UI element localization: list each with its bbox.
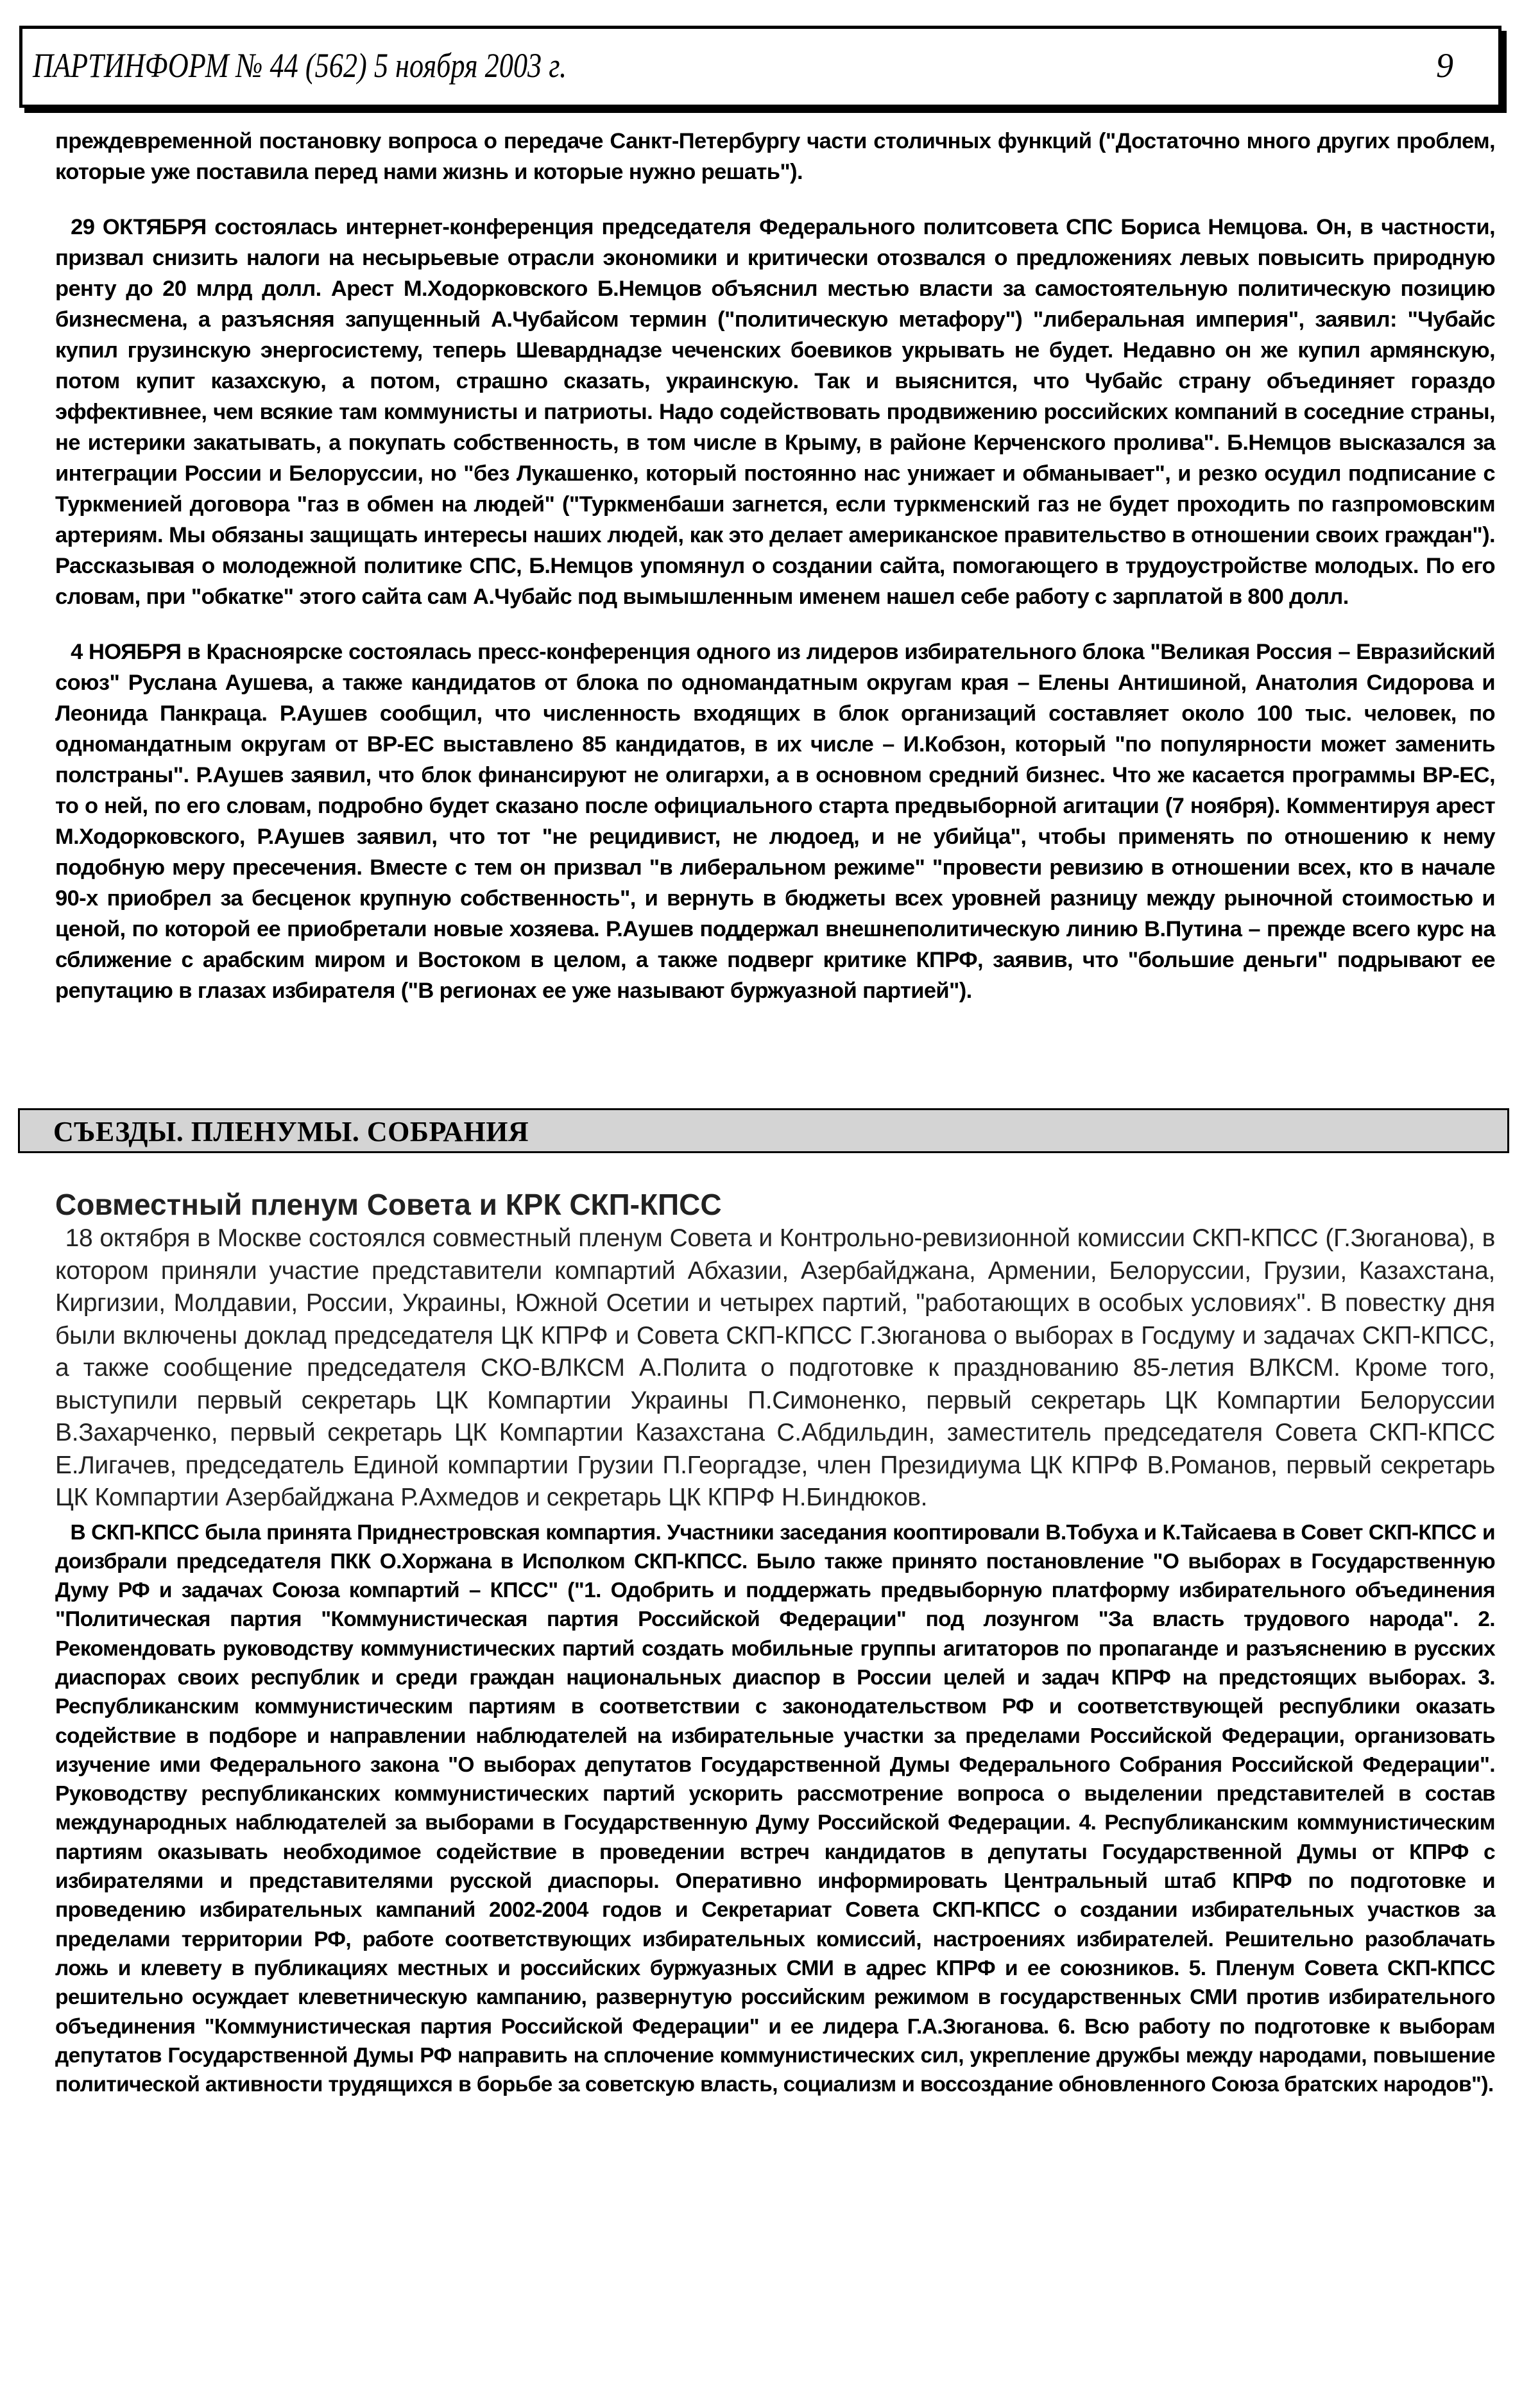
article-body xyxy=(55,1222,1495,2099)
section-heading: СЪЕЗДЫ. ПЛЕНУМЫ. СОБРАНИЯ xyxy=(53,1116,529,1147)
news-column xyxy=(55,126,1495,1006)
article-intro: 18 октября в Москве состоялся совместный пленум Совета и Контрольно-ревизионной комиссии СКП-КПСС (Г.Зюганова), в котором приняли участие представители компартий Абхазии, Азербайджана, Армении, Белоруссии, Грузии, Казахстана, Киргизии, Молдавии, России, Украины, Южной Осетии и четырех партий, "работающих в особых условиях". В повестку дня были включены доклад председателя ЦК КПРФ и Совета СКП-КПСС Г.Зюганова о выборах в Госдуму и задачах СКП-КПСС, а также сообщение председателя СКО-ВЛКСМ А.Полита о подготовке к празднованию 85-летия ВЛКСМ. Кроме того, выступили первый секретарь ЦК Компартии Украины П.Симоненко, первый секретарь ЦК Компартии Белоруссии В.Захарченко, первый секретарь ЦК Компартии Казахстана С.Абдильдин, заместитель председателя Совета СКП-КПСС Е.Лигачев, председатель Единой компартии Грузии П.Георгадзе, член Президиума ЦК КПРФ В.Романов, первый секретарь ЦК Компартии Азербайджана Р.Ахмедов и секретарь ЦК КПРФ Н.Биндюков. xyxy=(55,1224,1495,1511)
page-header xyxy=(19,26,1502,108)
news-paragraph-nov4: 4 НОЯБРЯ в Красноярске состоялась пресс-конференция одного из лидеров избирательного блока "Великая Россия – Евразийский союз" Руслана Аушева, а также кандидатов от блока по одномандатным округам края – Елены Антишиной, Анатолия Сидорова и Леонида Панкраца. Р.Аушев сообщил, что численность входящих в блок организаций составляет около 100 тыс. человек, по одномандатным округам от ВР-ЕС выставлено 85 кандидатов, в их числе – И.Кобзон, который "по популярности может заменить полстраны". Р.Аушев заявил, что блок финансируют не олигархи, а в основном средний бизнес. Что же касается программы ВР-ЕС, то о ней, по его словам, подробно будет сказано после официального старта предвыборной агитации (7 ноября). Комментируя арест М.Ходорковского, Р.Аушев заявил, что тот "не рецидивист, не людоед, и не убийца", чтобы применять по отношению к нему подобную меру пресечения. Вместе с тем он призвал "в либеральном режиме" "провести ревизию в отношении всех, кто в начале 90-х приобрел за бесценок крупную собственность", и вернуть в бюджеты всех уровней разницу между рыночной стоимостью и ценой, по которой ее приобретали новые хозяева. Р.Аушев поддержал внешнеполитическую линию В.Путина – прежде всего курс на сближение с арабским миром и Востоком в целом, а также подверг критике КПРФ, заявив, что "большие деньги" подрывают ее репутацию в глазах избирателя ("В регионах ее уже называют буржуазной партией"). xyxy=(55,640,1495,1003)
news-paragraph-continued: преждевременной постановку вопроса о передаче Санкт-Петербургу части столичных функций ("Достаточно много других проблем, которые уже поставила перед нами жизнь и которые нужно решать"). xyxy=(55,129,1495,184)
article-resolution: В СКП-КПСС была принята Приднестровская компартия. Участники заседания кооптировали В.Тобуха и К.Тайсаева в Совет СКП-КПСС и доизбрали председателя ПКК О.Хоржана в Исполком СКП-КПСС. Было также принято постановление "О выборах в Государственную Думу РФ и задачах Союза компартий – КПСС" ("1. Одобрить и поддержать предвыборную платформу избирательного объединения "Политическая партия "Коммунистическая партия Российской Федерации" под лозунгом "За власть трудового народа". 2. Рекомендовать руководству коммунистических партий создать мобильные группы агитаторов по пропаганде и разъяснению в русских диаспорах своих республик и среди граждан национальных диаспор в России целей и задач КПРФ на предстоящих выборах. 3. Республиканским коммунистическим партиям в соответствии с законодательством РФ и соответствующей республики оказать содействие в подборе и направлении наблюдателей на избирательные участки за пределами Российской Федерации, организовать изучение ими Федерального закона "О выборах депутатов Государственной Думы Федерального Собрания Российской Федерации". Руководству республиканских коммунистических партий ускорить рассмотрение вопроса о выделении представителей в состав международных наблюдателей за выборами в Государственную Думу Российской Федерации. 4. Республиканским коммунистическим партиям оказывать необходимое содействие в проведении встреч кандидатов в депутаты Государственной Думы от КПРФ с избирателями и представителями русской диаспоры. Оперативно информировать Центральный штаб КПРФ по подготовке и проведению избирательных кампаний 2002-2004 годов и Секретариат Совета СКП-КПСС о создании избирательных участков за пределами территории РФ, работе соответствующих избирательных комиссий, настроениях избирателей. Решительно разоблачать ложь и клевету в публикациях местных и российских буржуазных СМИ в адрес КПРФ и ее союзников. 5. Пленум Совета СКП-КПСС решительно осуждает клеветническую кампанию, развернутую российским режимом в государственных СМИ против избирательного объединения "Коммунистическая партия Российской Федерации" и ее лидера Г.А.Зюганова. 6. Всю работу по подготовке к выборам депутатов Государственной Думы РФ направить на сплочение коммунистических сил, укрепление дружбы между народами, повышение политической активности трудящихся в борьбе за советскую власть, социализм и воссоздание обновленного Союза братских народов"). xyxy=(55,1520,1495,2097)
page-number: 9 xyxy=(1436,46,1453,85)
section-heading-bar xyxy=(18,1108,1509,1153)
article-title: Совместный пленум Совета и КРК СКП-КПСС xyxy=(55,1188,722,1221)
publication-title: ПАРТИНФОРМ № 44 (562) 5 ноября 2003 г. xyxy=(33,46,567,85)
news-paragraph-oct29: 29 ОКТЯБРЯ состоялась интернет-конференция председателя Федерального политсовета СПС Бориса Немцова. Он, в частности, призвал снизить налоги на несырьевые отрасли экономики и критически отозвался о предложениях левых повысить природную ренту до 20 млрд долл. Арест М.Ходорковского Б.Немцов объяснил местью власти за самостоятельную политическую позицию бизнесмена, а разъясняя запущенный А.Чубайсом термин ("политическую метафору") "либеральная империя", заявил: "Чубайс купил грузинскую энергосистему, теперь Шеварднадзе чеченских боевиков укрывать не будет. Недавно он же купил армянскую, потом купит казахскую, а потом, страшно сказать, украинскую. Так и выяснится, что Чубайс страну объединяет гораздо эффективнее, чем всякие там коммунисты и патриоты. Надо содействовать продвижению российских компаний в соседние страны, не истерики закатывать, а покупать собственность, в том числе в Крыму, в районе Керченского пролива". Б.Немцов высказался за интеграции России и Белоруссии, но "без Лукашенко, который постоянно нас унижает и обманывает", и резко осудил подписание с Туркменией договора "газ в обмен на людей" ("Туркменбаши загнется, если туркменский газ не будет проходить по газпромовским артериям. Мы обязаны защищать интересы наших людей, как это делает американское правительство в отношении своих граждан"). Рассказывая о молодежной политике СПС, Б.Немцов упомянул о создании сайта, помогающего в трудоустройстве молодых. По его словам, при "обкатке" этого сайта сам А.Чубайс под вымышленным именем нашел себе работу с зарплатой в 800 долл. xyxy=(55,215,1495,609)
